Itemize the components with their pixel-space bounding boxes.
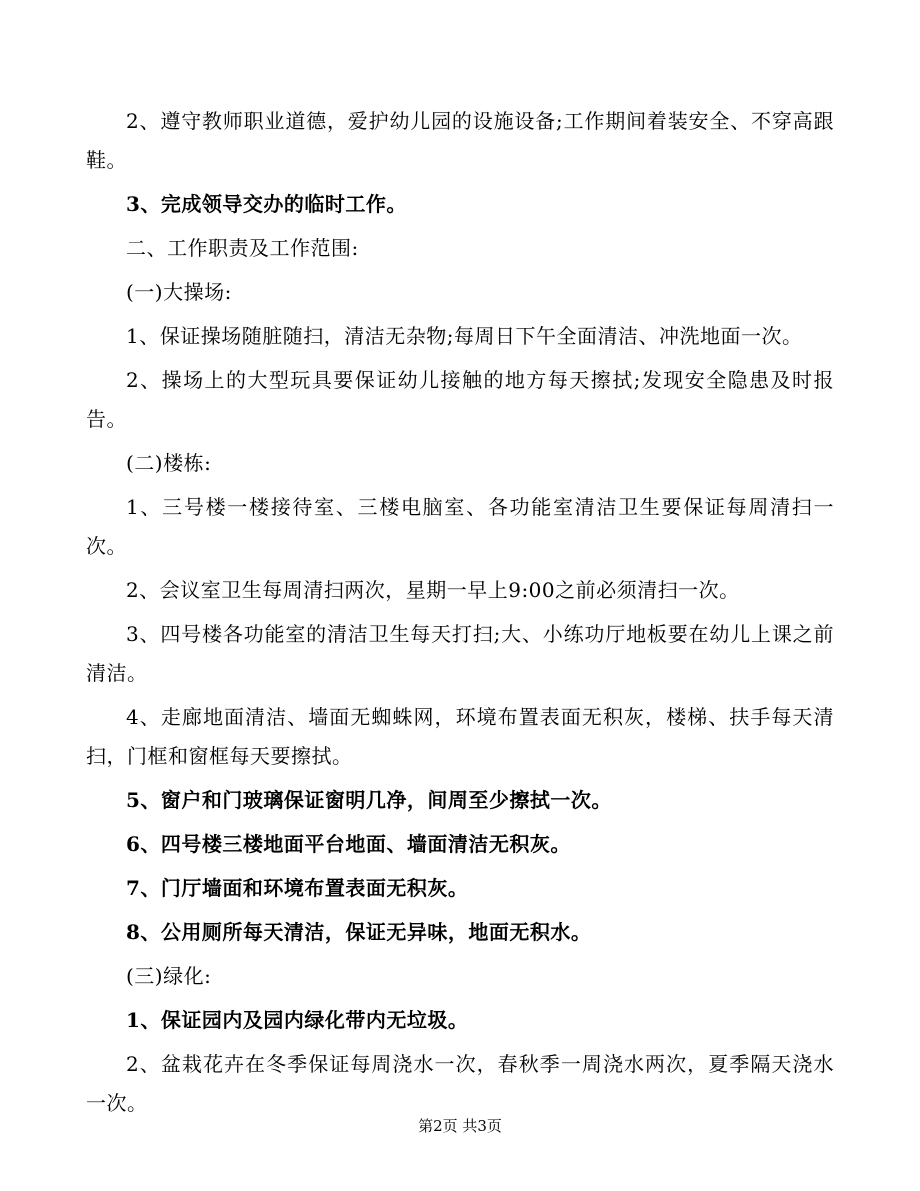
paragraph: 2、遵守教师职业道德，爱护幼儿园的设施设备;工作期间着装安全、不穿高跟鞋。 (86, 109, 834, 172)
paragraph: 6、四号楼三楼地面平台地面、墙面清洁无积灰。 (126, 832, 571, 856)
document-body (86, 102, 834, 1128)
subsection-heading: (三)绿化: (126, 964, 212, 988)
paragraph: 1、三号楼一楼接待室、三楼电脑室、各功能室清洁卫生要保证每周清扫一次。 (86, 495, 834, 558)
subsection-heading: (二)楼栋: (126, 451, 212, 475)
section-heading: 二、工作职责及工作范围: (126, 236, 359, 260)
subsection-heading: (一)大操场: (126, 280, 232, 304)
paragraph: 8、公用厕所每天清洁，保证无异味，地面无积水。 (126, 920, 592, 944)
paragraph: 3、完成领导交办的临时工作。 (126, 192, 407, 216)
paragraph: 2、会议室卫生每周清扫两次，星期一早上9:00之前必须清扫一次。 (126, 578, 740, 602)
paragraph: 2、盆栽花卉在冬季保证每周浇水一次，春秋季一周浇水两次，夏季隔天浇水一次。 (86, 1052, 834, 1115)
paragraph: 3、四号楼各功能室的清洁卫生每天打扫;大、小练功厅地板要在幼儿上课之前清洁。 (86, 622, 834, 685)
paragraph: 2、操场上的大型玩具要保证幼儿接触的地方每天擦拭;发现安全隐患及时报告。 (86, 368, 834, 431)
paragraph: 1、保证园内及园内绿化带内无垃圾。 (126, 1008, 469, 1032)
paragraph: 7、门厅墙面和环境布置表面无积灰。 (126, 876, 469, 900)
page-number-footer: 第2页 共3页 (418, 1117, 502, 1135)
paragraph: 1、保证操场随脏随扫，清洁无杂物;每周日下午全面清洁、冲洗地面一次。 (126, 324, 803, 348)
paragraph: 5、窗户和门玻璃保证窗明几净，间周至少擦拭一次。 (126, 788, 612, 812)
paragraph: 4、走廊地面清洁、墙面无蜘蛛网，环境布置表面无积灰，楼梯、扶手每天清扫，门框和窗框每天要擦拭。 (86, 705, 834, 768)
